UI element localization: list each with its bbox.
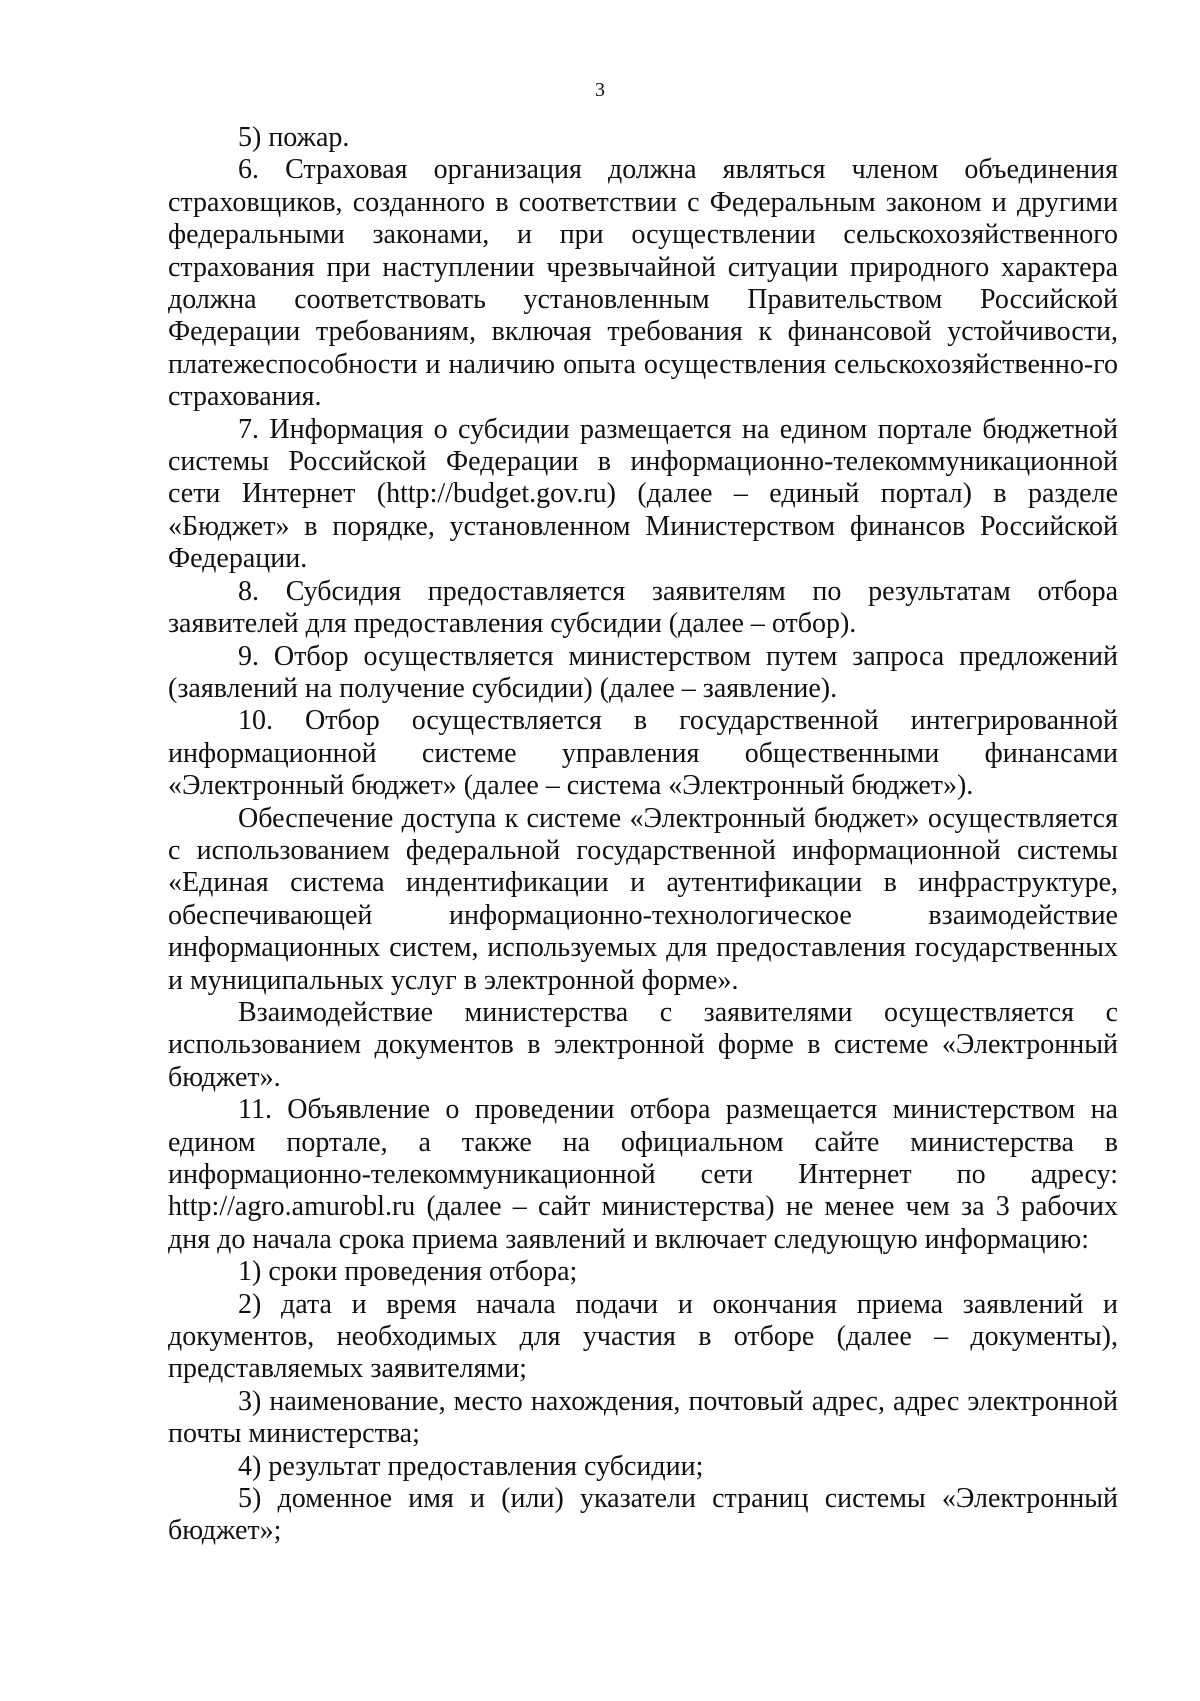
list-item-1: 1) сроки проведения отбора; bbox=[238, 1256, 578, 1288]
list-item-2: 2) дата и время начала подачи и окончания приема заявлений и документов, необходимых для участия в отборе (далее – документы), представляемых заявителями; bbox=[168, 1288, 1118, 1385]
paragraph-11: 11. Объявление о проведении отбора размещается министерством на едином портале, а также на официальном сайте министерства в информационно-телекоммуникационной сети Интернет по адресу: http://agro.amurobl.ru (далее – сайт министерства) не менее чем за 3 рабочих дня до начала срока приема заявлений и включает следующую информацию: bbox=[168, 1094, 1118, 1255]
paragraph-9: 9. Отбор осуществляется министерством путем запроса предложений (заявлений на получение субсидии) (далее – заявление). bbox=[168, 640, 1118, 704]
paragraph-6: 6. Страховая организация должна являться членом объединения страховщиков, созданного в соответствии с Федеральным законом и другими федеральными законами, и при осуществлении сельскохозяйственного страхования при наступлении чрезвычайной ситуации природного характера должна соответствовать установленным Правительством Российской Федерации требованиям, включая требования к финансовой устойчивости, платежеспособности и наличию опыта осуществления сельскохозяйственно-го страхования. bbox=[168, 154, 1118, 413]
paragraph-7: 7. Информация о субсидии размещается на едином портале бюджетной системы Российской Федерации в информационно-телекоммуникационной сети Интернет (http://budget.gov.ru) (далее – единый портал) в разделе «Бюджет» в порядке, установленном Министерством финансов Российской Федерации. bbox=[168, 413, 1118, 575]
paragraph-10: 10. Отбор осуществляется в государственной интегрированной информационной системе управления общественными финансами «Электронный бюджет» (далее – система «Электронный бюджет»). bbox=[168, 705, 1118, 802]
paragraph-8: 8. Субсидия предоставляется заявителям по результатам отбора заявителей для предоставления субсидии (далее – отбор). bbox=[168, 575, 1118, 640]
list-item-5: 5) доменное имя и (или) указатели страниц системы «Электронный бюджет»; bbox=[168, 1483, 1118, 1547]
list-item-4: 4) результат предоставления субсидии; bbox=[238, 1450, 704, 1482]
paragraph-item-5-fire: 5) пожар. bbox=[238, 122, 350, 153]
document-body bbox=[168, 122, 1118, 1548]
paragraph-10-interaction: Взаимодействие министерства с заявителями осуществляется с использованием документов в электронной форме в системе «Электронный бюджет». bbox=[168, 996, 1118, 1093]
page-number: 3 bbox=[595, 79, 605, 101]
list-item-3: 3) наименование, место нахождения, почтовый адрес, адрес электронной почты министерства; bbox=[168, 1385, 1118, 1450]
paragraph-10-access: Обеспечение доступа к системе «Электронный бюджет» осуществляется с использованием федеральной государственной информационной системы «Единая система индентификации и аутентификации в инфраструктуре, обеспечивающей информационно-технологическое взаимодействие информационных систем, используемых для предоставления государственных и муниципальных услуг в электронной форме». bbox=[168, 802, 1118, 996]
